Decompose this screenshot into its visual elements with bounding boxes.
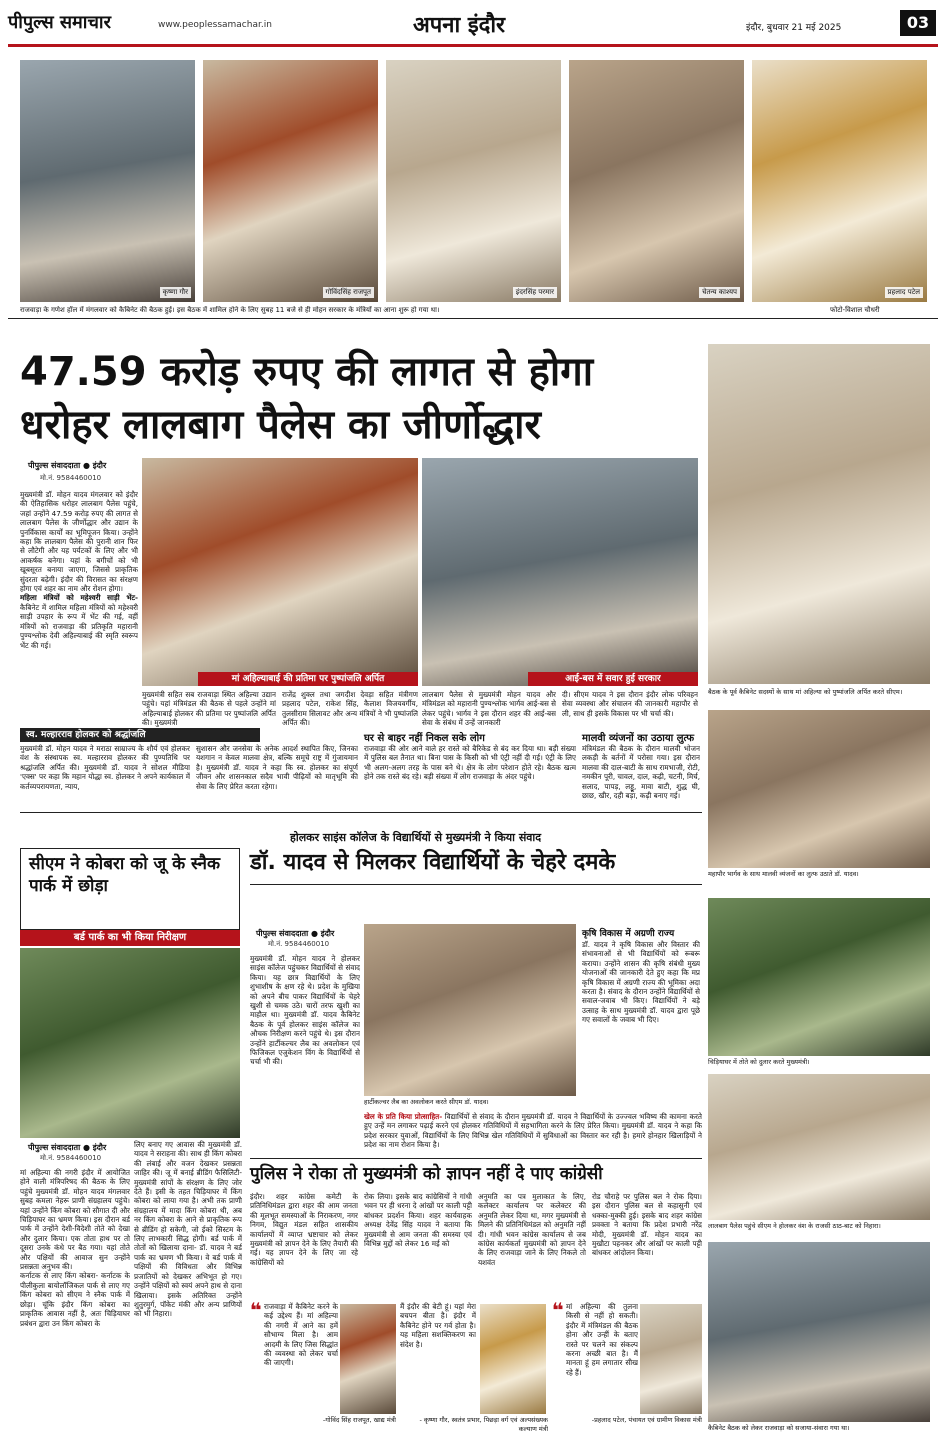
top-photo-4 — [569, 60, 744, 302]
main-mobile: मो.नं. 9584460010 — [40, 474, 102, 482]
right-photo-5 — [708, 1242, 930, 1422]
top-photo-5 — [752, 60, 927, 302]
malvi-head: मालवी व्यंजनों का उठाया लुत्फ — [582, 733, 695, 744]
main-photo-statue — [142, 458, 418, 686]
main-headline-2: धरोहर लालबाग पैलेस का जीर्णोद्धार — [20, 402, 541, 448]
right-photo-4 — [708, 1074, 930, 1220]
right-caption-5: कैबिनेट बैठक को लेकर राजवाड़ा को सजाया-संवारा गया था। — [708, 1424, 850, 1432]
cobra-box — [20, 848, 240, 930]
quote-photo-3 — [640, 1304, 702, 1414]
photo-label-ibus: आई-बस में सवार हुई सरकार — [528, 672, 698, 686]
quote-text-3: मां अहिल्या की तुलना किसी से नहीं हो सकती। इंदौर में मंत्रिमंडल की बैठक होना और उन्हीं के बताए रास्ते पर चलने का संकल्प करना अच्छी बात है। मैं मानता हूं हम लगातार सीख रहे हैं। — [566, 1302, 638, 1377]
paper-logo — [8, 10, 111, 34]
college-sports-body: विद्यार्थियों से संवाद के दौरान मुख्यमंत्री डॉ. यादव ने विद्यार्थियों के उज्ज्वल भविष्य की कामना करते हुए उन्हें मन लगाकर पढ़ाई करने एवं होलकर गतिविधियों में सहभागिता करने के लिए प्रेरित किया। मुख्यमंत्री डॉ. यादव ने कहा कि प्रदेश सरकार युवाओं, विद्यार्थियों के लिए विभिन्न खेल गतिविधियों में सुविधाओं का विस्तार कर रही है। हमारे होनहार खिलाड़ियों ने प्रदेश का नाम रोशन किया है। — [364, 1112, 702, 1150]
photo-credit: फोटो-विशाल चौधरी — [830, 306, 880, 314]
quote-photo-1 — [340, 1304, 396, 1414]
quote-text-2: मैं इंदौर की बेटी हूं। यहां मेरा बचपन बीता है। इंदौर में कैबिनेट होने पर गर्व होता है। यह महिला सशक्तिकरण का संदेश है। — [400, 1302, 476, 1349]
quote-mark-icon: ❝ — [250, 1298, 262, 1322]
website: www.peoplessamachar.in — [158, 20, 272, 30]
top-photo-3 — [386, 60, 561, 302]
college-kicker: होलकर साइंस कॉलेज के विद्यार्थियों से मुख्यमंत्री ने किया संवाद — [290, 831, 542, 844]
quote-attribution-3: -प्रहलाद पटेल, पंचायत एवं ग्रामीण विकास मंत्री — [591, 1416, 702, 1424]
college-rule — [250, 884, 702, 885]
top-photo-2 — [203, 60, 378, 302]
paper-name: पीपुल्स समाचार — [8, 12, 111, 33]
main-body — [20, 490, 138, 716]
college-side-head: कृषि विकास में अग्रणी राज्य — [582, 929, 675, 939]
congress-rule — [250, 1158, 702, 1159]
main-sub-body: कैबिनेट में शामिल महिला मंत्रियों को महेश्वरी साड़ी उपहार के रूप में भेंट की गई, वहीं मंत्रियों को राजवाड़ा की प्रतिकृति महारानी पुण्यश्लोक देवी अहिल्याबाई की स्मृति स्वरूप भेंट की गई। — [20, 602, 138, 650]
college-photo — [364, 924, 576, 1096]
right-photo-2 — [708, 710, 930, 868]
holkar-label: स्व. मल्हारराव होलकर को श्रद्धांजलि — [20, 728, 260, 742]
statue-desc-b: राजेंद्र शुक्ल तथा जगदीश देवड़ा सहित मंत्रीगण प्रहलाद पटेल, राकेश सिंह, कैलाश विजयवर्गीय, तुलसीराम सिलावट और अन्य मंत्रियों ने भी पुष्पांजलि अर्पित की। — [282, 690, 418, 728]
right-caption-4: लालबाग पैलेस पहुंचे सीएम ने होलकर वंश के राजसी ठाठ-बाट को निहारा। — [708, 1222, 881, 1230]
college-sports-label: खेल के प्रति किया प्रोत्साहित- — [364, 1112, 443, 1121]
holkar-col2: सुशासन और जनसेवा के अनेक आदर्श स्थापित किए, जिनका यशगान न केवल मालवा क्षेत्र, बल्कि समूचे राष्ट्र में गुंजायमान है। मुख्यमंत्री डॉ. यादव ने कहा कि स्व. होलकर का संपूर्ण जीवन और शासनकाल सदैव भावी पीढ़ियों को मातृभूमि की सेवा के लिए प्रेरित करता रहेगा। — [196, 744, 358, 791]
cobra-photo — [20, 948, 240, 1138]
main-headline-1: 47.59 करोड़ रुपए की लागत से होगा — [20, 349, 594, 395]
masthead-rule — [8, 44, 938, 47]
quote-box-2 — [400, 1302, 548, 1438]
ibus-desc-b: दी। सीएम यादव ने इस दौरान इंदौर लोक परिवहन सेवा व्यवस्था और संचालन की जानकारी महापौर से ली, साथ ही इसके विकास पर भी चर्चा की। — [562, 690, 698, 718]
college-headline: डॉ. यादव से मिलकर विद्यार्थियों के चेहरे दमके — [250, 850, 616, 875]
right-photo-3 — [708, 898, 930, 1056]
section-title: अपना इंदौर — [413, 13, 506, 38]
college-sports — [364, 1112, 702, 1154]
quote-photo-2 — [480, 1304, 546, 1414]
ibus-desc-a: लालबाग पैलेस से मुख्यमंत्री मोहन यादव और मंत्रिमंडल को महारानी पुण्यश्लोक भार्गव आई-बस से लेकर पहुंचे। भार्गव ने इस दौरान शहर की आई-बस सेवा के संबंध में उन्हें जानकारी — [422, 690, 556, 728]
congress-col3: अनुमति का पत्र मुलाकात के लिए, कलेक्टर कार्यालय पर कलेक्टर की अनुमति लेकर दिया था, मगर मुख्यमंत्री से मिलने की प्रतिनिधिमंडल को अनुमति नहीं दी। गांधी भवन कांग्रेस कार्यालय से जब कांग्रेस कार्यकर्ता मुख्यमंत्री को ज्ञापन देने के लिए राजवाड़ा जाने के लिए निकले तो यशवंत — [478, 1192, 586, 1267]
quote-box-1 — [250, 1298, 396, 1438]
top-photo-caption: कृष्णा गौर — [160, 287, 191, 298]
main-subhead: महिला मंत्रियों को महेश्वरी साड़ी भेंट- — [20, 593, 138, 603]
holkar-col1: मुख्यमंत्री डॉ. मोहन यादव ने मराठा साम्राज्य के शौर्य एवं होलकर वंश के संस्थापक स्व. मल्हारराव होलकर की पुण्यतिथि पर श्रद्धांजलि अर्पित की। मुख्यमंत्री डॉ. यादव ने सोशल मीडिया 'एक्स' पर कहा कि महान योद्धा स्व. होलकर ने अपने कार्यकाल में कर्तव्यपरायणता, न्याय, — [20, 744, 190, 791]
malvi-body: मंत्रिमंडल की बैठक के दौरान मालवी भोजन लकड़ी के बर्तनों में परोसा गया। इस दौरान मालवा की दाल-बाटी के साथ रामभाजी, रोटी, नमकीन पूरी, चावल, दाल, कढ़ी, चटनी, मिर्च, सलाद, पापड़, लड्डू, मावा बाटी, शुद्ध घी, छाछ, खीर, दही बड़ा, कढ़ी बनाए गई। — [582, 744, 700, 801]
photo-label-statue: मां अहिल्याबाई की प्रतिमा पर पुष्पांजलि अर्पित — [198, 672, 418, 686]
statue-desc-a: मुख्यमंत्री सहित सब राजवाड़ा स्थित अहिल्या उद्यान पहुंचे। यहां मंत्रिमंडल की बैठक से पहले उन्होंने मां अहिल्याबाई होलकर की प्रतिमा पर पुष्पांजलि अर्पित की। मुख्यमंत्री — [142, 690, 276, 728]
main-body-text: मुख्यमंत्री डॉ. मोहन यादव मंगलवार को इंदौर की ऐतिहासिक धरोहर लालबाग पैलेस पहुंचे, जहां उन्होंने 47.59 करोड़ रुपए की लागत से लालबाग पैलेस के जीर्णोद्धार और उद्यान के पुनर्विकास कार्यों का भूमिपूजन किया। उन्होंने कहा कि लालबाग पैलेस की पुरानी शान फिर से लौटेगी और यह पर्यटकों के लिए और भी आकर्षक बनेगा। यहां के बगीचों को भी खूबसूरत बनाया जाएगा, जिससे प्राकृतिक सुंदरता बढ़ेगी। इंदौर की विरासत का संरक्षण होगा एवं शहर का नाम और रोशन होगा। — [20, 490, 138, 594]
college-mobile: मो.नं. 9584460010 — [268, 940, 330, 948]
main-byline: पीपुल्स संवाददाता ● इंदौर — [28, 461, 107, 470]
congress-col4: रोड चौराहे पर पुलिस बल ने रोक दिया। इस दौरान पुलिस बल से कहासुनी एवं धक्का-मुक्की हुई। इसके बाद शहर कांग्रेस प्रवक्ता ने बताया कि प्रदेश प्रभारी नरेंद्र मोदी, मुख्यमंत्री डॉ. मोहन यादव का मुखौटा पहनकर और आंखों पर काली पट्टी बांधकर आंदोलन किया। — [592, 1192, 702, 1258]
cobra-subhead: बर्ड पार्क का भी किया निरीक्षण — [20, 930, 240, 946]
mid-rule — [20, 812, 702, 813]
masthead — [8, 6, 938, 44]
page-number: 03 — [900, 10, 936, 36]
cobra-byline: पीपुल्स संवाददाता ● इंदौर — [28, 1143, 107, 1152]
cobra-col2: लिए बनाए गए आवास की मुख्यमंत्री डॉ. यादव ने सराहना की। साथ ही किंग कोबरा की लंबाई और वजन देखकर प्रसन्नता जाहिर की। जू में बनाई ब्रीडिंग फैसिलिटी- मुख्यमंत्री सांपों के संरक्षण के लिए जोर देते हैं। इसी के तहत चिड़ियाघर में किंग कोबरा को लाया गया है। अभी तक प्राणी संग्रहालय में मादा किंग कोबरा थी, अब नर किंग कोबरा के आने से प्राकृतिक रूप से ब्रीडिंग हो सकेगी, जो ईको सिस्टम के लिए लाभकारी सिद्ध होगी। बर्ड पार्क में तोतों को खिलाया दाना- डॉ. यादव ने बर्ड पार्क का भ्रमण भी किया। वे बर्ड पार्क में पक्षियों की विविधता और विभिन्न प्रजातियों को देखकर अभिभूत हो गए। उन्होंने पक्षियों को स्वयं अपने हाथ से दाना खिलाया। इसके अतिरिक्त उन्होंने शुतुरमुर्ग, पॉकेट मंकी और अन्य प्राणियों को भी निहारा। — [134, 1140, 242, 1319]
right-caption-1: बैठक के पूर्व कैबिनेट सदस्यों के साथ मां अहिल्या को पुष्पांजलि अर्पित करते सीएम। — [708, 688, 903, 696]
congress-col2: रोक लिया। इसके बाद कांग्रेसियों ने गांधी भवन पर ही धरना दे आंखों पर काली पट्टी बांधकर प्रदर्शन किया। शहर कार्यवाहक अध्यक्ष देवेंद्र सिंह यादव ने बताया कि मुख्यमंत्री से आम जनता की समस्या एवं विभिन्न मुद्दों को लेकर 16 मई को — [364, 1192, 472, 1249]
dateline: इंदौर, बुधवार 21 मई 2025 — [746, 23, 842, 33]
college-byline: पीपुल्स संवाददाता ● इंदौर — [256, 929, 335, 938]
college-side-body: डॉ. यादव ने कृषि विकास और विस्तार की संभावनाओं से भी विद्यार्थियों को रूबरू कराया। उन्होंने शासन की कृषि संबंधी मुख्य योजनाओं की जानकारी देते हुए कहा कि मप्र कृषि विकास में अग्रणी राज्य की भूमिका अदा करता है। संवाद के दौरान उन्होंने विद्यार्थियों से सवाल-जवाब भी किए। विद्यार्थियों ने बड़े उत्साह के साथ मुख्यमंत्री डॉ. यादव द्वारा पूछे गए सवालों के जवाब भी दिए। — [582, 940, 700, 1025]
cobra-headline: सीएम ने कोबरा को जू के स्नैक पार्क में छोड़ा — [29, 854, 221, 896]
college-photo-caption: हार्टीकल्चर लैब का अवलोकन करते सीएम डॉ. यादव। — [364, 1098, 489, 1106]
top-photo-1 — [20, 60, 195, 302]
college-body: मुख्यमंत्री डॉ. मोहन यादव ने होलकर साइंस कॉलेज पहुंचकर विद्यार्थियों से संवाद किया। यह छात्र विद्यार्थियों के लिए शुभाशीष के क्षण रहे थे। प्रदेश के मुखिया को अपने बीच पाकर विद्यार्थियों के चेहरे खुशी से चमक उठे। चारों तरफ खुशी का माहौल था। मुख्यमंत्री डॉ. यादव कैबिनेट बैठक के पूर्व होलकर साइंस कॉलेज का औचक निरीक्षण करने पहुंचे थे। इस दौरान उन्होंने हार्टीकल्चर लैब का अवलोकन एवं फिजिकल एजुकेशन विंग के विद्यार्थियों से चर्चा भी की। — [250, 954, 360, 1067]
quote-mark-icon: ❝ — [552, 1298, 564, 1322]
cobra-col1 — [20, 1168, 130, 1440]
quote-attribution-2: - कृष्णा गौर, स्वतंत्र प्रभार, पिछड़ा वर्ग एवं अल्पसंख्यक कल्याण मंत्री — [419, 1416, 548, 1434]
strip-rule — [8, 318, 938, 319]
right-photo-1 — [708, 344, 930, 684]
quote-box-3 — [552, 1298, 702, 1438]
cobra-mobile: मो.नं. 9584460010 — [40, 1154, 102, 1162]
top-photo-caption: प्रहलाद पटेल — [885, 287, 923, 298]
top-photo-caption: इंदरसिंह परमार — [513, 287, 557, 298]
right-caption-3: चिड़ियाघर में तोते को दुलार करते मुख्यमंत्री। — [708, 1058, 810, 1066]
quote-attribution-1: -गोविंद सिंह राजपूत, खाद्य मंत्री — [322, 1416, 396, 1424]
top-photo-caption: चेतन्य काश्यप — [699, 287, 740, 298]
congress-headline: पुलिस ने रोका तो मुख्यमंत्री को ज्ञापन नहीं दे पाए कांग्रेसी — [250, 1164, 603, 1184]
ghar-head: घर से बाहर नहीं निकल सके लोग — [364, 733, 485, 744]
main-photo-ibus — [422, 458, 698, 686]
quote-text-1: राजवाड़ा में कैबिनेट करने के कई उद्देश्य हैं। मां अहिल्या की नगरी में आने का हमें सौभाग्य मिला है। आम आदमी के लिए जिस सिद्धांत की व्यवस्था को लेकर चर्चा की जाएगी। — [264, 1302, 338, 1368]
congress-col1: इंदौर। शहर कांग्रेस कमेटी के प्रतिनिधिमंडल द्वारा शहर की आम जनता की मूलभूत समस्याओं के निराकरण, नगर निगम, विद्युत मंडल सहित शासकीय कार्यालयों में व्याप्त भ्रष्टाचार को लेकर मुख्यमंत्री को ज्ञापन देने के लिए तैयारी की गई। यह ज्ञापन देने के लिए जा रहे कांग्रेसियों को — [250, 1192, 358, 1267]
cobra-col1-text: मां अहिल्या की नगरी इंदौर में आयोजित होने वाली मंत्रिपरिषद की बैठक के लिए पहुंचे मुख्यमंत्री डॉ. मोहन यादव मंगलवार सुबह कमला नेहरू प्राणी संग्रहालय पहुंचे। यहां उन्होंने किंग कोबरा को सौगात दी और चिड़ियाघर का भ्रमण किया। इस दौरान बर्ड पार्क में उन्होंने देशी-विदेशी तोते को देखा और दुलार किया। एक तोता हाथ पर तो दूसरा उनके कंधे पर बैठ गया। यहां तोते और पक्षियों की आवाज सुन उन्होंने प्रसन्नता अनुभव की। — [20, 1168, 130, 1272]
cobra-col1b-text: कर्नाटक से लाए किंग कोबरा- कर्नाटक के पीलीकुला बायोलॉजिकल पार्क से लाए गए किंग कोबरा को सीएम ने स्नैक पार्क में छोड़ा। चूंकि इंदौर किंग कोबरा का प्राकृतिक आवास नहीं है, अतः चिड़ियाघर प्रबंधन द्वारा उन किंग कोबरा के — [20, 1271, 130, 1328]
ghar-body: राजवाड़ा की ओर आने वाले हर रास्ते को बैरिकेड से बंद कर दिया था। बड़ी संख्या में पुलिस बल तैनात था। बिना पास के किसी को भी एंट्री नहीं दी गई। एंट्री के लिए भी अलग-अलग तरह के पास बने थे। क्षेत्र के लोग परेशान होते रहे। बैठक खत्म होने तक रास्ते बंद रहे। बड़ी संख्या में लोग राजवाड़ा के अंदर पहुंचे। — [364, 744, 576, 782]
right-caption-2: महापौर भार्गव के साथ मालवी व्यंजनों का लुत्फ उठाते डॉ. यादव। — [708, 870, 859, 878]
photo-strip-caption: राजवाड़ा के गणेश हॉल में मंगलवार को कैबिनेट की बैठक हुई। इस बैठक में शामिल होने के लिए सुबह 11 बजे से ही मोहन सरकार के मंत्रियों का आना शुरू हो गया था। — [20, 306, 440, 314]
top-photo-caption: गोविंदसिंह राजपूत — [323, 287, 375, 298]
